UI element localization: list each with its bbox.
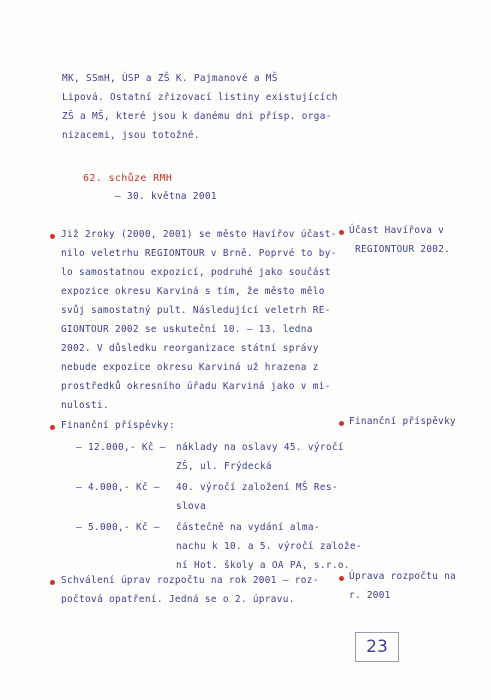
meeting-date: – 30. května 2001 — [115, 191, 217, 202]
item-line: nilo veletrhu REGIONTOUR v Brně. Poprvé to by- — [61, 248, 337, 259]
item-line: prostředků okresního úřadu Karviná jako v mi- — [61, 381, 331, 392]
item-line: expozice okresu Karviná s tím, že město mělo — [61, 286, 325, 297]
page-number: 23 — [355, 632, 399, 662]
intro-line: nizacemi, jsou totožné. — [62, 130, 200, 141]
item-line: lo samostatnou expozicí, podruhé jako součást — [61, 267, 331, 278]
amount-description: částečně na vydání alma- — [176, 522, 320, 533]
amount-description: náklady na oslavy 45. výročí — [176, 442, 344, 453]
item-line: nulosti. — [61, 400, 109, 411]
item-line: Schválení úprav rozpočtu na rok 2001 – roz- — [61, 575, 319, 586]
sidebar-bullet-dot — [339, 421, 344, 426]
amount-description: ní Hot. školy a OA PA, s.r.o. — [176, 560, 350, 571]
item-line: Finanční příspěvky: — [61, 420, 175, 431]
sidebar-note: Účast Havířova v — [349, 225, 445, 236]
intro-line: MK, SSmH, ÚSP a ZŠ K. Pajmanové a MŠ — [62, 73, 278, 84]
sidebar-bullet-dot — [339, 230, 344, 235]
meeting-title: 62. schůze RMH — [83, 173, 173, 184]
bullet-dot — [50, 234, 55, 239]
amount-description: slova — [176, 501, 206, 512]
bullet-dot — [50, 580, 55, 585]
amount: – 5.000,- Kč – — [76, 522, 160, 533]
sidebar-note: Úprava rozpočtu na — [349, 571, 456, 582]
item-line: nebude expozice okresu Karviná už hrazena z — [61, 362, 319, 373]
sidebar-bullet-dot — [339, 576, 344, 581]
amount: – 12.000,- Kč – — [76, 442, 166, 453]
item-line: svůj samostatný pult. Následující veletrh RE- — [61, 305, 331, 316]
amount: – 4.000,- Kč – — [76, 482, 160, 493]
sidebar-note: r. 2001 — [349, 590, 391, 601]
item-line: GIONTOUR 2002 se uskuteční 10. – 13. ledna — [61, 324, 313, 335]
amount-description: nachu k 10. a 5. výročí založe- — [176, 541, 362, 552]
sidebar-note: REGIONTOUR 2002. — [355, 244, 451, 255]
item-line: 2002. V důsledku reorganizace státní správy — [61, 343, 319, 354]
bullet-dot — [50, 425, 55, 430]
item-line: počtová opatření. Jedná se o 2. úpravu. — [61, 594, 295, 605]
intro-line: ZŠ a MŠ, které jsou k danému dni přísp. orga- — [62, 111, 332, 122]
amount-description: ZŠ, ul. Frýdecká — [176, 461, 272, 472]
intro-line: Lipová. Ostatní zřizovací listiny existujících — [62, 92, 338, 103]
sidebar-note: Finanční příspěvky — [349, 416, 456, 427]
amount-description: 40. výročí založení MŠ Res- — [176, 482, 338, 493]
item-line: Již 2roky (2000, 2001) se město Havířov účast- — [61, 229, 337, 240]
